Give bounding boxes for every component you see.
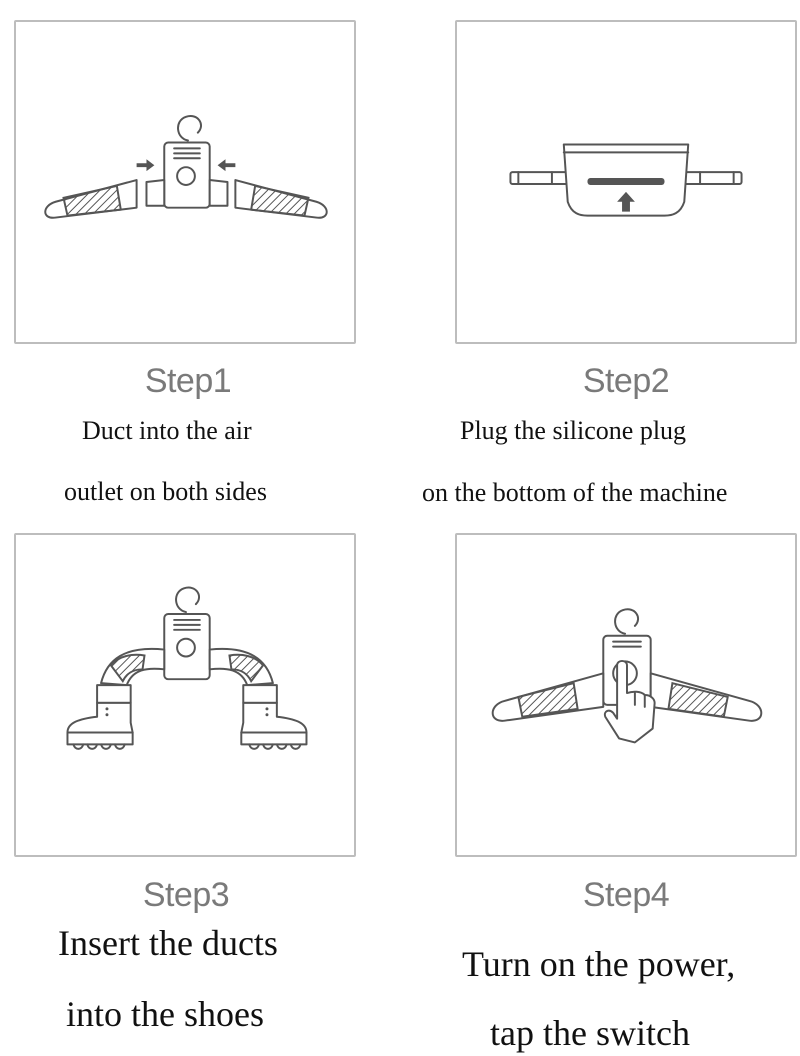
step3-caption-line2: into the shoes <box>66 994 264 1034</box>
step3-title: Step3 <box>142 876 230 914</box>
step1-caption-line1: Duct into the air <box>82 416 252 445</box>
step1-panel <box>14 20 356 344</box>
step3-caption-line1: Insert the ducts <box>58 923 278 963</box>
step4-caption-line2: tap the switch <box>490 1013 690 1053</box>
step2-caption-line1: Plug the silicone plug <box>460 416 687 445</box>
finger-press-icon <box>457 535 795 855</box>
step1-caption-line2: outlet on both sides <box>64 477 267 506</box>
step4-caption-line1: Turn on the power, <box>462 944 736 984</box>
hanger-dryer-icon <box>16 22 354 342</box>
step1-title: Step1 <box>144 362 232 400</box>
step2-panel <box>455 20 797 344</box>
step2-caption-line2: on the bottom of the machine <box>422 478 728 507</box>
step3-panel <box>14 533 356 857</box>
step2-title: Step2 <box>582 362 670 400</box>
silicone-plug-icon <box>457 22 795 342</box>
step4-title: Step4 <box>582 876 670 914</box>
boots-on-ducts-icon <box>16 535 354 855</box>
step4-panel <box>455 533 797 857</box>
